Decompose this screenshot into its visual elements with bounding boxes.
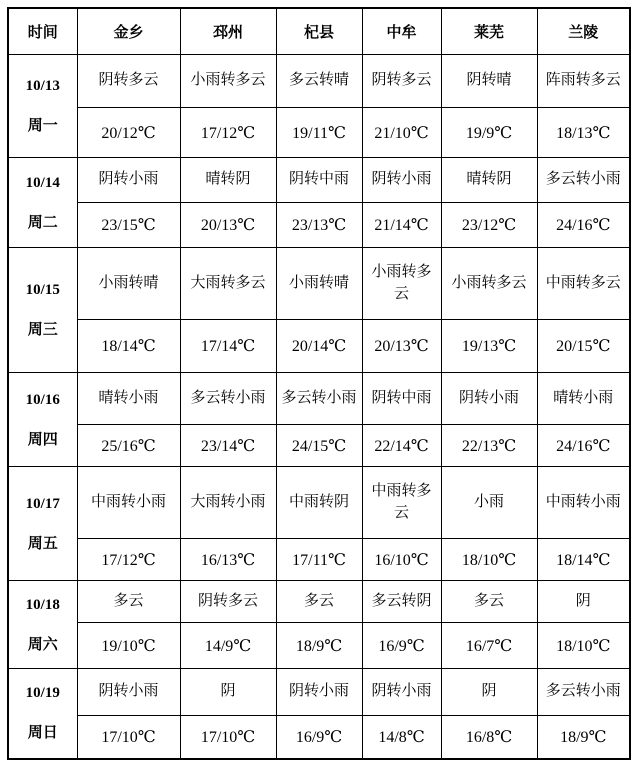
weather-cell: 阴 <box>537 581 630 623</box>
weather-cell: 多云 <box>441 581 537 623</box>
temp-cell: 20/13℃ <box>362 320 441 373</box>
header-row <box>8 8 630 55</box>
weather-table <box>7 7 631 760</box>
temp-cell: 24/16℃ <box>537 425 630 467</box>
temp-cell: 16/9℃ <box>276 716 362 759</box>
weather-cell: 阴 <box>180 669 276 716</box>
date-label: 10/19 <box>25 685 60 702</box>
weather-cell: 多云转小雨 <box>537 669 630 716</box>
temp-cell: 18/10℃ <box>537 623 630 669</box>
date-cell <box>8 55 77 158</box>
weather-cell: 小雨转晴 <box>77 248 180 320</box>
header-city-lanling: 兰陵 <box>537 8 630 55</box>
temp-row <box>8 108 630 158</box>
weather-cell: 多云转晴 <box>276 55 362 108</box>
weather-cell: 中雨转小雨 <box>537 467 630 539</box>
weather-cell: 多云 <box>77 581 180 623</box>
temp-cell: 17/10℃ <box>180 716 276 759</box>
weather-cell: 小雨转多云 <box>362 248 441 320</box>
temp-cell: 21/10℃ <box>362 108 441 158</box>
temp-cell: 19/11℃ <box>276 108 362 158</box>
temp-cell: 14/9℃ <box>180 623 276 669</box>
date-label: 10/16 <box>25 391 60 408</box>
weekday-label: 周日 <box>27 725 58 742</box>
temp-cell: 21/14℃ <box>362 203 441 248</box>
weather-row <box>8 467 630 539</box>
weather-cell: 阴转小雨 <box>441 373 537 425</box>
temp-cell: 25/16℃ <box>77 425 180 467</box>
weather-cell: 阴转小雨 <box>362 158 441 203</box>
date-label: 10/15 <box>25 282 60 298</box>
temp-cell: 17/11℃ <box>276 539 362 581</box>
weather-cell: 阴转小雨 <box>77 669 180 716</box>
temp-cell: 14/8℃ <box>362 716 441 759</box>
weather-cell: 中雨转阴 <box>276 467 362 539</box>
temp-row <box>8 539 630 581</box>
header-time: 时间 <box>8 8 77 55</box>
temp-cell: 18/13℃ <box>537 108 630 158</box>
temp-cell: 18/9℃ <box>537 716 630 759</box>
temp-cell: 20/13℃ <box>180 203 276 248</box>
weekday-label: 周六 <box>27 636 58 653</box>
weather-row <box>8 373 630 425</box>
temp-cell: 16/8℃ <box>441 716 537 759</box>
date-label: 10/17 <box>25 495 60 512</box>
weather-cell: 阴转晴 <box>441 55 537 108</box>
weather-cell: 阴转小雨 <box>77 158 180 203</box>
temp-cell: 24/16℃ <box>537 203 630 248</box>
weather-cell: 多云转小雨 <box>537 158 630 203</box>
temp-cell: 18/14℃ <box>537 539 630 581</box>
weather-cell: 多云 <box>276 581 362 623</box>
weather-cell: 多云转阴 <box>362 581 441 623</box>
temp-cell: 18/9℃ <box>276 623 362 669</box>
weekday-label: 周五 <box>27 535 58 552</box>
temp-cell: 18/14℃ <box>77 320 180 373</box>
weather-cell: 晴转小雨 <box>77 373 180 425</box>
temp-cell: 20/12℃ <box>77 108 180 158</box>
weather-cell: 大雨转小雨 <box>180 467 276 539</box>
weather-cell: 阴转小雨 <box>276 669 362 716</box>
weather-cell: 多云转小雨 <box>180 373 276 425</box>
weekday-label: 周二 <box>27 214 58 231</box>
temp-cell: 18/10℃ <box>441 539 537 581</box>
temp-row <box>8 623 630 669</box>
temp-cell: 19/9℃ <box>441 108 537 158</box>
weather-cell: 阴转多云 <box>77 55 180 108</box>
header-city-pizhou: 邳州 <box>180 8 276 55</box>
header-city-zhongmu: 中牟 <box>362 8 441 55</box>
temp-row <box>8 320 630 373</box>
date-cell <box>8 373 77 467</box>
weather-cell: 晴转阴 <box>180 158 276 203</box>
weather-cell: 阴转多云 <box>362 55 441 108</box>
date-cell <box>8 467 77 581</box>
date-label: 10/14 <box>25 174 60 191</box>
weather-cell: 阴转小雨 <box>362 669 441 716</box>
weather-cell: 大雨转多云 <box>180 248 276 320</box>
temp-cell: 24/15℃ <box>276 425 362 467</box>
weather-row <box>8 581 630 623</box>
weather-row <box>8 248 630 320</box>
header-city-qixian: 杞县 <box>276 8 362 55</box>
weather-cell: 阴转多云 <box>180 581 276 623</box>
weather-cell: 晴转小雨 <box>537 373 630 425</box>
temp-cell: 19/10℃ <box>77 623 180 669</box>
weather-row <box>8 55 630 108</box>
weather-cell: 中雨转多云 <box>362 467 441 539</box>
weather-cell: 小雨转多云 <box>180 55 276 108</box>
date-label: 10/18 <box>25 596 60 613</box>
temp-cell: 23/12℃ <box>441 203 537 248</box>
weather-row <box>8 158 630 203</box>
weather-cell: 阵雨转多云 <box>537 55 630 108</box>
date-cell <box>8 248 77 373</box>
weather-cell: 阴 <box>441 669 537 716</box>
weather-cell: 阴转中雨 <box>276 158 362 203</box>
temp-row <box>8 203 630 248</box>
temp-cell: 20/14℃ <box>276 320 362 373</box>
weekday-label: 周一 <box>27 118 58 134</box>
weather-cell: 晴转阴 <box>441 158 537 203</box>
temp-cell: 23/14℃ <box>180 425 276 467</box>
weather-cell: 小雨转晴 <box>276 248 362 320</box>
header-city-jinxiang: 金乡 <box>77 8 180 55</box>
temp-cell: 16/13℃ <box>180 539 276 581</box>
temp-row <box>8 716 630 759</box>
temp-cell: 17/14℃ <box>180 320 276 373</box>
date-cell <box>8 158 77 248</box>
weather-cell: 小雨 <box>441 467 537 539</box>
temp-cell: 22/14℃ <box>362 425 441 467</box>
temp-cell: 19/13℃ <box>441 320 537 373</box>
temp-cell: 17/10℃ <box>77 716 180 759</box>
temp-cell: 17/12℃ <box>180 108 276 158</box>
temp-cell: 16/9℃ <box>362 623 441 669</box>
temp-cell: 23/15℃ <box>77 203 180 248</box>
date-cell <box>8 581 77 669</box>
temp-cell: 20/15℃ <box>537 320 630 373</box>
temp-cell: 16/7℃ <box>441 623 537 669</box>
temp-row <box>8 425 630 467</box>
weather-cell: 中雨转小雨 <box>77 467 180 539</box>
temp-cell: 16/10℃ <box>362 539 441 581</box>
temp-cell: 23/13℃ <box>276 203 362 248</box>
temp-cell: 22/13℃ <box>441 425 537 467</box>
header-city-laiwu: 莱芜 <box>441 8 537 55</box>
weather-cell: 多云转小雨 <box>276 373 362 425</box>
weather-cell: 中雨转多云 <box>537 248 630 320</box>
weekday-label: 周三 <box>27 322 58 338</box>
weather-cell: 阴转中雨 <box>362 373 441 425</box>
temp-cell: 17/12℃ <box>77 539 180 581</box>
weather-row <box>8 669 630 716</box>
weekday-label: 周四 <box>27 431 58 448</box>
weather-cell: 小雨转多云 <box>441 248 537 320</box>
date-label: 10/13 <box>25 78 60 94</box>
date-cell <box>8 669 77 759</box>
